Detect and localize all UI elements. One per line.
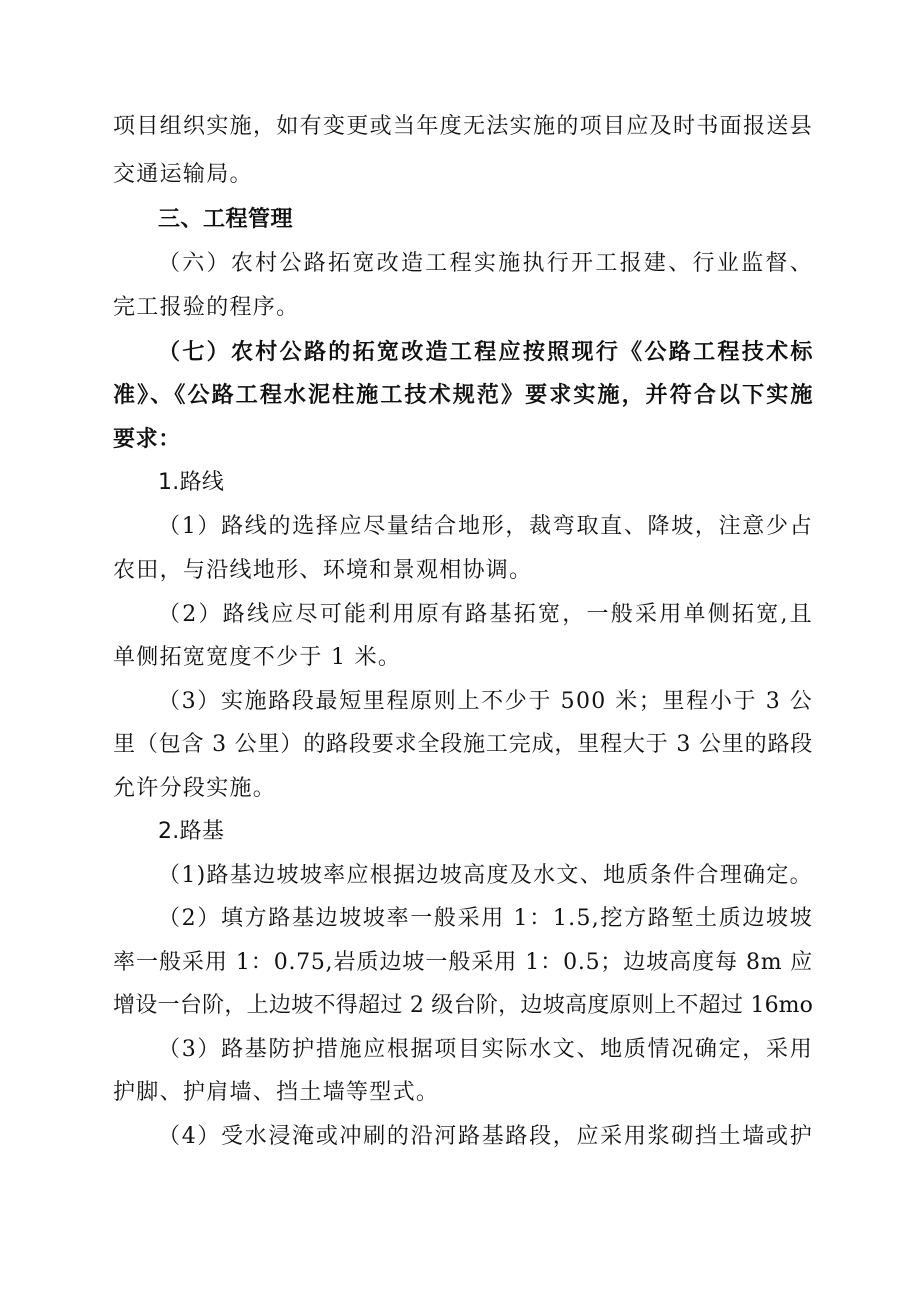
paragraph-line: 准》、《公路工程水泥柱施工技术规范》要求实施，并符合以下实施 xyxy=(113,383,813,408)
paragraph-line: （2）路线应尽可能利用原有路基拓宽，一般采用单侧拓宽,且 xyxy=(158,602,813,627)
paragraph-line: 交通运输局。 xyxy=(113,162,253,187)
paragraph-line: 要求： xyxy=(113,427,181,452)
paragraph-line: 项目组织实施，如有变更或当年度无法实施的项目应及时书面报送县 xyxy=(113,114,813,139)
paragraph-line: 允许分段实施。 xyxy=(113,776,277,801)
paragraph-line: 增设一台阶，上边坡不得超过 2 级台阶，边坡高度原则上不超过 16mo xyxy=(113,993,813,1018)
paragraph-line: （2）填方路基边坡坡率一般采用 1：1.5,挖方路堑土质边坡坡 xyxy=(158,906,813,931)
paragraph-line: 里（包含 3 公里）的路段要求全段施工完成，里程大于 3 公里的路段 xyxy=(113,732,813,757)
section-heading: 三、工程管理 xyxy=(158,207,294,232)
paragraph-line: 单侧拓宽宽度不少于 1 米。 xyxy=(113,645,402,670)
paragraph-line: 农田，与沿线地形、环境和景观相协调。 xyxy=(113,558,533,583)
paragraph-line: （3）路基防护措施应根据项目实际水文、地质情况确定，采用 xyxy=(158,1037,813,1062)
paragraph-line: （1)路基边坡坡率应根据边坡高度及水文、地质条件合理确定。 xyxy=(158,863,813,888)
paragraph-line: （1）路线的选择应尽量结合地形，裁弯取直、降坡，注意少占 xyxy=(158,514,813,539)
paragraph-line: 护脚、护肩墙、挡土墙等型式。 xyxy=(113,1080,440,1105)
paragraph-line: （六）农村公路拓宽改造工程实施执行开工报建、行业监督、 xyxy=(158,251,813,276)
paragraph-line: （七）农村公路的拓宽改造工程应按照现行《公路工程技术标 xyxy=(158,340,813,365)
paragraph-line: 率一般采用 1：0.75,岩质边坡一般采用 1：0.5；边坡高度每 8m 应 xyxy=(113,950,813,975)
subsection-heading: 1.路线 xyxy=(158,470,225,495)
paragraph-line: （4）受水浸淹或冲刷的沿河路基路段，应采用浆砌挡土墙或护 xyxy=(158,1124,813,1149)
paragraph-line: （3）实施路段最短里程原则上不少于 500 米；里程小于 3 公 xyxy=(158,689,813,714)
paragraph-line: 完工报验的程序。 xyxy=(113,295,300,320)
subsection-heading: 2.路基 xyxy=(158,819,225,844)
